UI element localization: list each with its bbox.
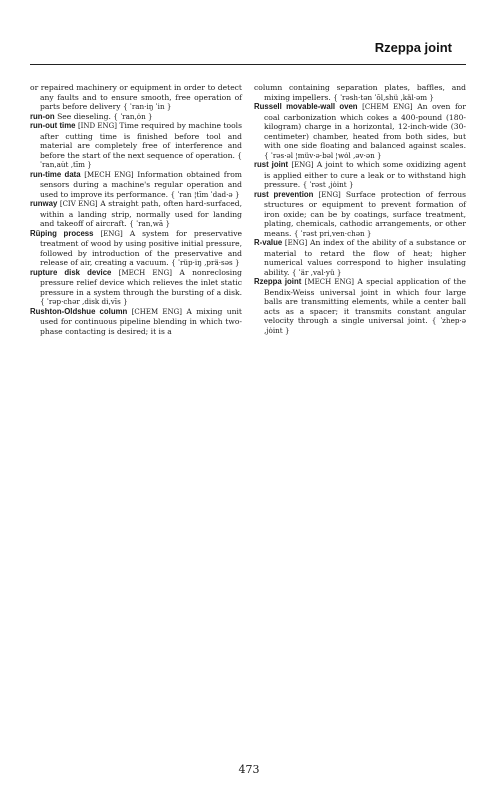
entry-headword: R-value (254, 238, 283, 247)
entry-field-label: [ENG] (284, 239, 308, 247)
dictionary-entry (254, 83, 466, 102)
entry-headword: rust prevention (254, 189, 314, 199)
page-number: 473 (238, 763, 260, 776)
entry-definition: Surface protection of ferrous structures or equipment to prevent formation of iron oxide; can be by coatings, surface treatment, plating, chemicals, cathodic arrangements, or other means. (264, 189, 466, 238)
entry-definition: Information obtained from sensors during a machine's regular operation and used to improve its performance. (40, 169, 242, 199)
dictionary-entry (30, 307, 242, 337)
entry-definition: A special application of the Bendix-Weiss universal joint in which four large balls are transmitting elements, while a center ball acts as a spacer; it transmits constant angular velocity through a single universal joint. (264, 277, 466, 325)
entry-definition: column containing separation plates, baffles, and mixing impellers. (254, 83, 466, 102)
right-column (254, 83, 466, 335)
entry-definition: A joint to which some oxidizing agent is applied either to cure a leak or to withstand high pressure. (264, 160, 466, 189)
dictionary-entry (254, 160, 466, 190)
entry-pronunciation: { ˈran‚wā } (129, 219, 171, 228)
dictionary-entry (30, 83, 242, 112)
entry-headword: runway (30, 199, 58, 208)
entry-headword: rupture disk device (30, 267, 112, 277)
dictionary-entry (30, 229, 242, 268)
entry-headword: run-time data (30, 169, 81, 179)
entry-pronunciation: { ˈrəsh·tən ˈōl‚shü ‚käl·əm } (333, 92, 434, 102)
entry-definition: or repaired machinery or equipment in order to detect any faults and to ensure smooth, free operation of parts before delivery (30, 83, 242, 111)
entry-pronunciation: { ˈran‚au̇t ‚tīm } (40, 150, 242, 169)
dictionary-entry (30, 121, 242, 170)
entry-headword: Rüping process (30, 228, 94, 238)
entry-definition: Time required by machine tools after cutting time is finished before tool and material are completely free of interference and before the start of the next sequence of operation. (40, 121, 242, 160)
running-head: Rzeppa joint (374, 40, 452, 55)
entry-pronunciation: { ˈzhep·ə ‚jȯint } (264, 316, 466, 335)
entry-pronunciation: { ˈrəp·chər ‚disk di‚vīs } (40, 297, 128, 306)
entry-field-label: [MECH ENG] (304, 278, 354, 286)
dictionary-entry (30, 170, 242, 200)
dictionary-entry (254, 277, 466, 335)
dictionary-entry (254, 102, 466, 160)
entry-definition: A straight path, often hard-surfaced, within a landing strip, normally used for landing and takeoff of aircraft. (40, 199, 243, 228)
entry-definition: A system for preservative treatment of wood by using positive initial pressure, followed by introduction of the preservative and release of air, creating a vacuum. (40, 228, 242, 267)
entry-pronunciation: { ˈran ¦tīm ˈdad·ə } (170, 189, 240, 199)
entry-field-label: [MECH ENG] (84, 170, 134, 179)
entry-field-label: [CIV ENG] (59, 200, 98, 208)
entry-definition: A mixing unit used for continuous pipeline blending in which two-phase contacting is desired; it is a (40, 306, 242, 336)
left-column (30, 83, 242, 336)
entry-headword: rust joint (254, 160, 289, 169)
entry-pronunciation: { ˈrəst pri‚ven·chən } (293, 228, 372, 238)
entry-headword: Russell movable-wall oven (254, 102, 358, 111)
entry-pronunciation: { ˈran‚ȯn } (113, 111, 153, 121)
entry-headword: run-out time (30, 121, 76, 130)
entry-definition: A nonreclosing pressure relief device which relieves the inlet static pressure in a system through the bursting of a disk. (40, 267, 242, 297)
entry-field-label: [ENG] (291, 161, 314, 169)
entry-pronunciation: { ˈrəs·əl ¦müv·ə·bəl ¦wȯl ‚əv·ən } (264, 150, 382, 160)
entry-pronunciation: { ˈrüp·iŋ ‚prä·səs } (171, 258, 240, 267)
entry-field-label: [ENG] (100, 229, 123, 238)
entry-pronunciation: { ˈrəst ‚jȯint } (302, 180, 354, 189)
dictionary-entry (30, 199, 242, 229)
dictionary-entry (254, 190, 466, 239)
entry-definition: See dieseling. (57, 111, 111, 121)
dictionary-entry (30, 112, 242, 122)
entry-field-label: [ENG] (318, 190, 341, 199)
entry-headword: Rzeppa joint (254, 277, 302, 286)
entry-definition: An oven for coal carbonization which cokes a 400-pound (180-kilogram) charge in a horizontal, 12-inch-wide (30-centimeter) chamber, heated from both sides, but with one side floating and balanced against scales. (264, 102, 466, 150)
entry-definition: An index of the ability of a substance or material to retard the flow of heat; higher numerical values correspond to higher insulating ability. (264, 238, 466, 277)
entry-headword: run-on (30, 111, 55, 121)
entry-pronunciation: { ˈran·iŋ ˈin } (123, 102, 172, 111)
entry-field-label: [IND ENG] (77, 122, 117, 130)
header-rule (30, 64, 466, 65)
entry-field-label: [CHEM ENG] (131, 307, 182, 316)
entry-field-label: [CHEM ENG] (362, 103, 413, 111)
entry-headword: Rushton-Oldshue column (30, 306, 128, 316)
dictionary-entry (30, 268, 242, 307)
entry-pronunciation: { ˈär ‚val·yü } (291, 267, 342, 277)
entry-field-label: [MECH ENG] (118, 268, 172, 277)
dictionary-entry (254, 238, 466, 277)
